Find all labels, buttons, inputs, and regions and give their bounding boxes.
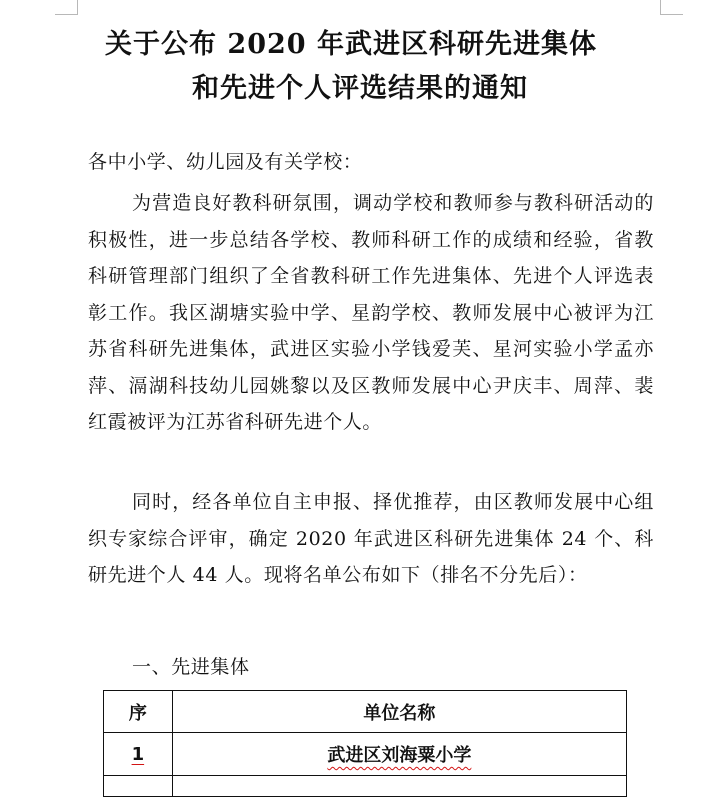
section-heading: 一、先进集体 [132, 656, 250, 678]
document-title-line-1: 关于公布 2020 年武进区科研先进集体 [105, 29, 597, 60]
document-title-line-2: 和先进个人评选结果的通知 [192, 73, 528, 104]
table-cell-unit-name [172, 733, 626, 776]
table-header-index: 序 [104, 691, 173, 733]
row-index: 1 [131, 743, 145, 765]
advanced-units-table [103, 690, 627, 797]
table-cell-empty [172, 776, 626, 797]
table-row [104, 733, 627, 776]
body-paragraph-2: 同时，经各单位自主申报、择优推荐，由区教师发展中心组织专家综合评审，确定 2020 年武进区科研先进集体 24 个、科研先进个人 44 人。现将名单公布如下（排名不分先后）： [88, 491, 654, 586]
table-cell-index [104, 733, 173, 776]
page-corner-mark-left [55, 0, 78, 15]
table-cell-empty [104, 776, 173, 797]
page-corner-mark-right [660, 0, 683, 15]
table-row-partial [104, 776, 627, 797]
body-paragraph-1: 为营造良好教科研氛围，调动学校和教师参与教科研活动的积极性，进一步总结各学校、教师科研工作的成绩和经验，省教科研管理部门组织了全省教科研工作先进集体、先进个人评选表彰工作。我区湖塘实验中学、星韵学校、教师发展中心被评为江苏省科研先进集体，武进区实验小学钱爱芙、星河实验小学孟亦萍、滆湖科技幼儿园姚黎以及区教师发展中心尹庆丰、周萍、裴红霞被评为江苏省科研先进个人。 [88, 192, 654, 433]
table-header-unit-name: 单位名称 [172, 691, 626, 733]
unit-name: 武进区刘海粟小学 [327, 745, 472, 766]
table-header-row [104, 691, 627, 733]
salutation: 各中小学、幼儿园及有关学校： [88, 151, 363, 173]
